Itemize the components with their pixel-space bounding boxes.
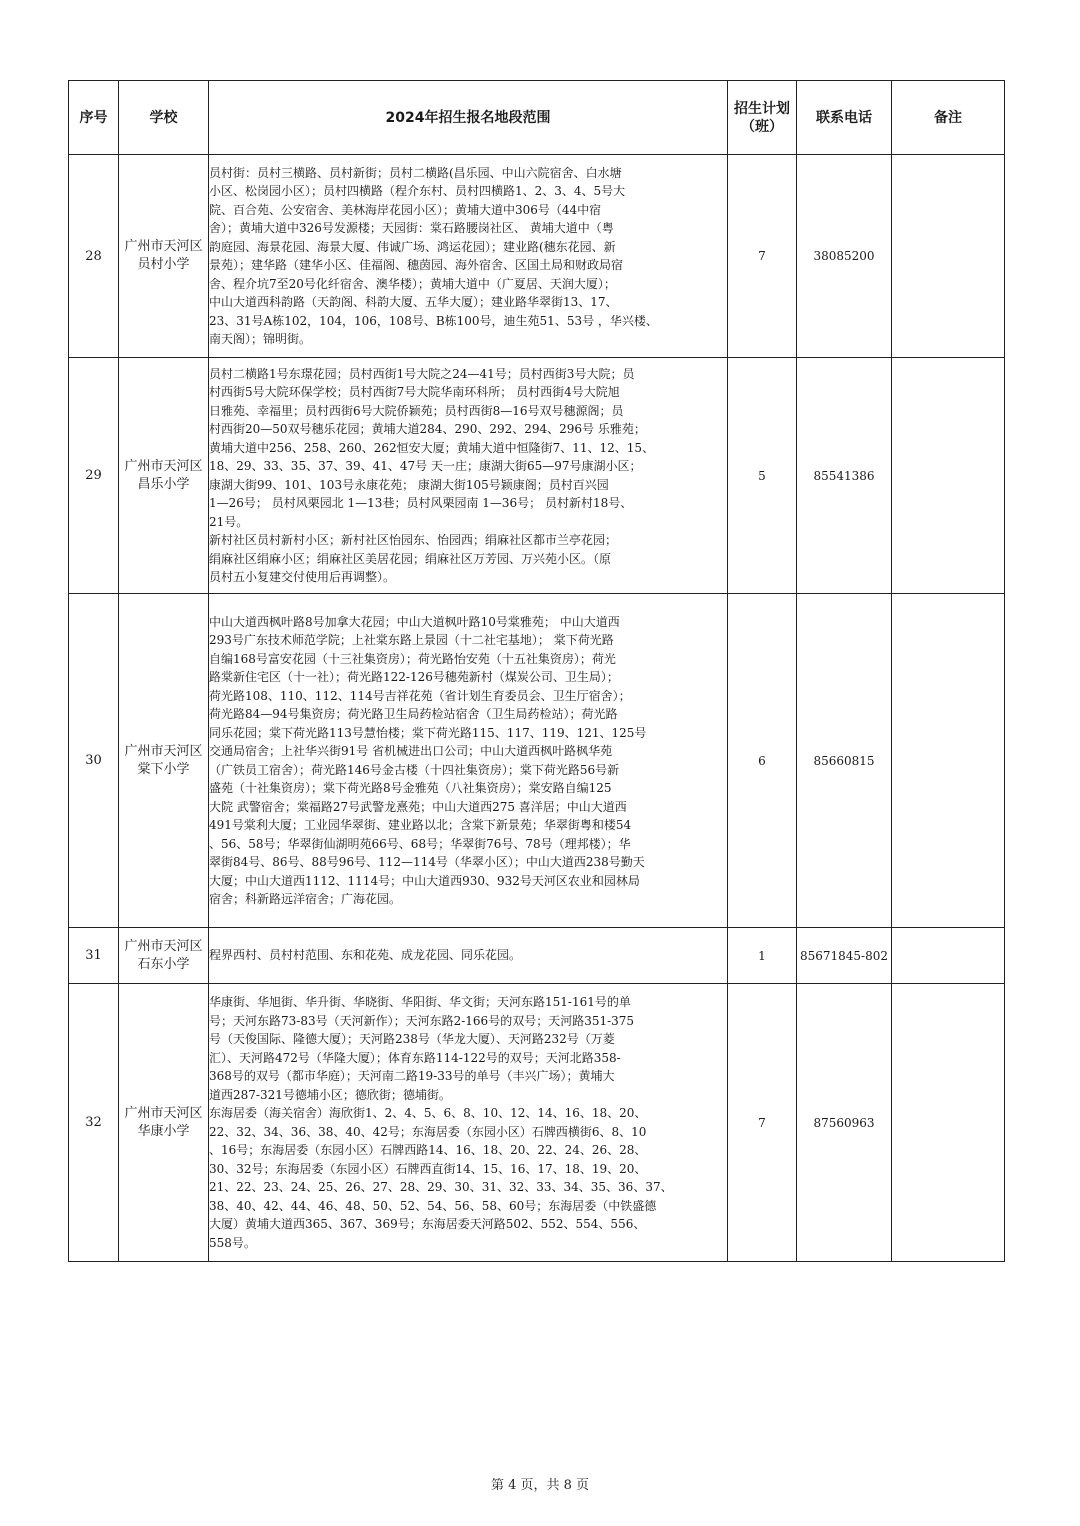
school-name-line: 广州市天河区 — [124, 458, 203, 474]
range-text-line: 、56、58号；华翠街仙湖明苑66号、68号；华翠街76号、78号（理邦楼）；华 — [209, 836, 631, 851]
range-text-line: 18、29、33、35、37、39、41、47号 天一庄；康湖大街65—97号康湖小区； — [209, 459, 642, 473]
header-plan-line2: （班） — [741, 118, 783, 135]
range-text-line: 舍）；黄埔大道中326号发源楼；天园街：棠石路腰岗社区、 黄埔大道中（粤 — [209, 221, 614, 235]
contact-phone-cell: 38085200 — [797, 155, 892, 358]
header-phone: 联系电话 — [797, 81, 892, 155]
enrollment-range-cell — [209, 984, 728, 1262]
range-text-line: 东海居委（海关宿舍）海欣街1、2、4、5、6、8、10、12、14、16、18、20、 — [209, 1106, 647, 1120]
range-text-line: 宿舍；科新路远洋宿舍；广海花园。 — [209, 892, 402, 906]
range-text-line: 交通局宿舍；上社华兴街91号 省机械进出口公司；中山大道西枫叶路枫华苑 — [209, 744, 613, 758]
range-text-line: 22、32、34、36、38、40、42号；东海居委（东园小区）石牌西横街6、8、10 — [209, 1124, 647, 1139]
enrollment-range-cell — [209, 358, 728, 594]
range-text-line: 盛苑（十社集资房）；棠下荷光路8号金雅苑（八社集资房）；棠安路自编125 — [209, 781, 612, 795]
note-cell — [892, 984, 1005, 1262]
school-name-line: 昌乐小学 — [137, 476, 190, 492]
school-cell — [119, 928, 209, 984]
contact-phone-cell: 85541386 — [797, 358, 892, 594]
range-text-line: 中山大道西科韵路（天韵阁、科韵大厦、五华大厦）；建业路华翠街13、17、 — [209, 295, 618, 309]
range-text-line: 30、32号；东海居委（东园小区）石牌西直街14、15、16、17、18、19、20、 — [209, 1161, 647, 1176]
row-number: 31 — [69, 928, 119, 984]
row-number: 28 — [69, 155, 119, 358]
enrollment-plan-cell: 7 — [728, 155, 797, 358]
enrollment-range-cell — [209, 928, 728, 984]
range-text-line: 大院 武警宿舍；棠福路27号武警龙熹苑；中山大道西275 喜洋居；中山大道西 — [209, 799, 627, 814]
range-text-line: 南天阁）；锦明街。 — [209, 332, 312, 346]
range-text-line: 38、40、42、44、46、48、50、52、54、56、58、60号；东海居委（中铁盛德 — [209, 1198, 657, 1213]
range-text-line: 日雅苑、幸福里；员村西街6号大院侨颖苑；员村西街8—16号双号穗源阁；员 — [209, 403, 624, 418]
school-name-line: 华康小学 — [137, 1123, 190, 1139]
enrollment-table — [68, 80, 1005, 1262]
range-text-line: 同乐花园；棠下荷光路113号慧怡楼；棠下荷光路115、117、119、121、125号 — [209, 725, 647, 740]
range-text-line: 558号。 — [209, 1235, 256, 1250]
range-text-line: 号；天河东路73-83号（天河新作）；天河东路2-166号的双号；天河路351-375 — [209, 1013, 635, 1028]
note-cell — [892, 155, 1005, 358]
header-row — [69, 81, 1005, 155]
school-name-line: 广州市天河区 — [124, 239, 203, 254]
range-text-line: 荷光路108、110、112、114号吉祥花苑（省计划生育委员会、卫生厅宿舍）； — [209, 688, 631, 703]
range-text-line: 华康街、华旭街、华升街、华晓街、华阳街、华文街；天河东路151-161号的单 — [209, 995, 631, 1009]
header-school: 学校 — [119, 81, 209, 155]
school-name-line: 石东小学 — [137, 956, 190, 972]
contact-phone-cell: 87560963 — [797, 984, 892, 1262]
range-text-line: 小区、松岗园小区）；员村四横路（程介东村、员村四横路1、2、3、4、5号大 — [209, 184, 626, 198]
row-number: 32 — [69, 984, 119, 1262]
contact-phone-cell: 85660815 — [797, 594, 892, 928]
range-text-line: 中山大道西枫叶路8号加拿大花园；中山大道枫叶路10号棠雅苑； 中山大道西 — [209, 614, 620, 629]
page-footer: 第 4 页，共 8 页 — [490, 1478, 590, 1493]
range-text-line: 舍、程介坑7至20号化纤宿舍、澳华楼）；黄埔大道中（广夏居、天润大厦）； — [209, 276, 616, 291]
range-text-line: 景苑）；建华路（建华小区、佳福阁、穗茵园、海外宿舍、区国土局和财政局宿 — [209, 258, 624, 272]
school-name-line: 广州市天河区 — [124, 938, 203, 954]
range-text-line: 翠街84号、86号、88号96号、112—114号（华翠小区）；中山大道西238号勤天 — [209, 855, 645, 869]
school-name-line: 棠下小学 — [137, 761, 190, 777]
range-text-line: 23、31号A栋102，104，106，108号、B栋100号，迪生苑51、53号 ，华兴楼、 — [209, 313, 658, 328]
table-row — [69, 594, 1005, 928]
range-text-line: 黄埔大道中256、258、260、262恒安大厦；黄埔大道中恒隆街7、11、12、15、 — [209, 440, 655, 455]
header-no: 序号 — [69, 81, 119, 155]
enrollment-plan-cell: 5 — [728, 358, 797, 594]
note-cell — [892, 358, 1005, 594]
range-text-line: 21号。 — [209, 514, 249, 529]
range-text-line: 大厦）黄埔大道西365、367、369号；东海居委天河路502、552、554、556、 — [209, 1217, 646, 1231]
header-range: 2024年招生报名地段范围 — [209, 81, 728, 155]
school-name-line: 员村小学 — [137, 257, 190, 272]
table-row — [69, 928, 1005, 984]
range-text-line: 村西街5号大院环保学校；员村西街7号大院华南环科所； 员村西街4号大院旭 — [209, 385, 620, 399]
enrollment-plan-cell: 7 — [728, 984, 797, 1262]
range-text-line: 康湖大街99、101、103号永康花苑； 康湖大街105号颖康阁；员村百兴园 — [209, 477, 609, 492]
note-cell — [892, 928, 1005, 984]
range-text-line: 1—26号； 员村风栗园北 1—13巷；员村风栗园南 1—36号； 员村新村18号、 — [209, 496, 633, 510]
range-text-line: 员村五小复建交付使用后再调整）。 — [209, 570, 396, 584]
school-cell — [119, 155, 209, 358]
enrollment-range-cell — [209, 594, 728, 928]
range-text-line: 程界西村、员村村范围、东和花苑、成龙花园、同乐花园。 — [209, 948, 522, 963]
range-text-line: 路棠新住宅区（十一社）；荷光路122-126号穗苑新村（煤炭公司、卫生局）； — [209, 670, 619, 684]
range-text-line: 21、22、23、24、25、26、27、28、29、30、31、32、33、34、35、36、37、 — [209, 1180, 673, 1194]
range-text-line: 自编168号富安花园（十三社集资房）；荷光路怡安苑（十五社集资房）；荷光 — [209, 651, 616, 666]
row-number: 30 — [69, 594, 119, 928]
school-cell — [119, 358, 209, 594]
range-text-line: 新村社区员村新村小区；新村社区怡园东、怡园西；绢麻社区都市兰亭花园； — [209, 533, 618, 547]
range-text-line: 大厦；中山大道西1112、1114号；中山大道西930、932号天河区农业和园林局 — [209, 873, 640, 888]
range-text-line: 、16号；东海居委（东园小区）石牌西路14、16、18、20、22、24、26、28、 — [209, 1143, 647, 1157]
range-text-line: 荷光路84—94号集资房；荷光路卫生局药检站宿舍（卫生局药检站）；荷光路 — [209, 707, 618, 721]
note-cell — [892, 594, 1005, 928]
school-name-line: 广州市天河区 — [124, 743, 203, 759]
school-cell — [119, 594, 209, 928]
range-text-line: 韵庭园、海景花园、海景大厦、伟诚广场、鸿运花园）；建业路(穗东花园、新 — [209, 239, 616, 254]
header-plan-line1: 招生计划 — [734, 100, 790, 117]
range-text-line: 491号棠利大厦；工业园华翠街、建业路以北；含棠下新景苑；华翠街粤和楼54 — [209, 818, 632, 832]
contact-phone-cell: 85671845-802 — [797, 928, 892, 984]
range-text-line: 员村街：员村三横路、员村新街；员村二横路(昌乐园、中山六院宿舍、白水塘 — [209, 165, 622, 180]
range-text-line: （广铁员工宿舍）；荷光路146号金古楼（十四社集资房）；棠下荷光路56号新 — [209, 762, 620, 777]
range-text-line: 绢麻社区绢麻小区；绢麻社区美居花园；绢麻社区万芳园、万兴苑小区。（原 — [209, 551, 612, 566]
range-text-line: 293号广东技术师范学院；上社棠东路上景园（十二社宅基地）； 棠下荷光路 — [209, 633, 614, 647]
table-row — [69, 155, 1005, 358]
enrollment-plan-cell: 1 — [728, 928, 797, 984]
range-text-line: 员村二横路1号东璟花园；员村西街1号大院之24—41号；员村西街3号大院；员 — [209, 366, 635, 381]
range-text-line: 院、百合苑、公安宿舍、美林海岸花园小区）；黄埔大道中306号（44中宿 — [209, 202, 602, 217]
header-note: 备注 — [892, 81, 1005, 155]
range-text-line: 368号的双号（都市华庭）；天河南二路19-33号的单号（丰兴广场）；黄埔大 — [209, 1069, 615, 1083]
school-cell — [119, 984, 209, 1262]
range-text-line: 道西287-321号德埔小区；德欣街；德埔街。 — [209, 1087, 451, 1102]
school-name-line: 广州市天河区 — [124, 1105, 203, 1121]
row-number: 29 — [69, 358, 119, 594]
range-text-line: 号（天俊国际、隆德大厦）；天河路238号（华龙大厦）、天河路232号（万菱 — [209, 1032, 615, 1046]
table-row — [69, 984, 1005, 1262]
table-row — [69, 358, 1005, 594]
range-text-line: 汇）、天河路472号（华隆大厦）；体育东路114-122号的双号；天河北路358- — [209, 1050, 621, 1065]
header-plan — [728, 81, 797, 155]
enrollment-range-cell — [209, 155, 728, 358]
enrollment-plan-cell: 6 — [728, 594, 797, 928]
range-text-line: 村西街20—50双号穗乐花园；黄埔大道284、290、292、294、296号 乐雅苑； — [209, 422, 646, 436]
